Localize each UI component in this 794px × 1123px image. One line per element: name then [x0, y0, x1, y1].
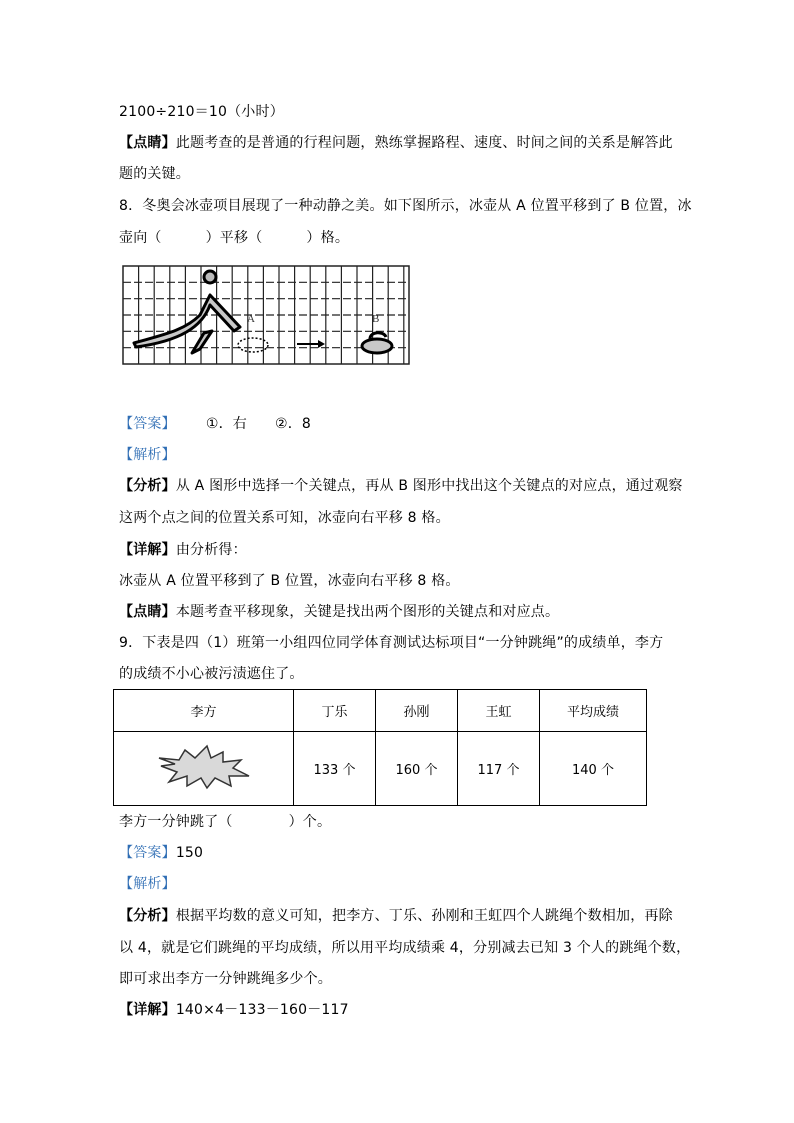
dianjing-paragraph	[119, 133, 673, 153]
q8-stem-part-b: ）平移（	[205, 230, 263, 246]
header-cell: 王虹	[458, 690, 540, 732]
scores-table	[113, 689, 647, 806]
q9-fenxi-cont-1: 以 4，就是它们跳绳的平均成绩，所以用平均成绩乘 4，分别减去已知 3 个人的跳绳个数，	[119, 940, 691, 956]
q8-fenxi-cont: 这两个点之间的位置关系可知，冰壶向右平移 8 格。	[119, 510, 450, 526]
answer-1: ①．右	[205, 416, 247, 432]
value-cell: 133 个	[294, 732, 376, 806]
q9-xiangjie	[119, 1000, 349, 1020]
header-cell: 丁乐	[294, 690, 376, 732]
q9-stem-cont: 的成绩不小心被污渍遮住了。	[119, 666, 304, 682]
q9-question-part-b: ）个。	[288, 814, 332, 830]
fenxi-tag: 【分析】	[119, 478, 176, 494]
table-header-row	[114, 690, 647, 732]
q9-stem: 9．下表是四（1）班第一小组四位同学体育测试达标项目“一分钟跳绳”的成绩单，李方	[119, 635, 664, 651]
dianjing-tag: 【点睛】	[119, 604, 176, 620]
dianjing-text: 本题考查平移现象，关键是找出两个图形的关键点和对应点。	[175, 604, 560, 620]
label-a: A	[247, 313, 255, 325]
fenxi-tag: 【分析】	[119, 908, 176, 924]
q8-jiexi-tag: 【解析】	[119, 447, 176, 463]
table-row	[114, 732, 647, 806]
header-cell: 平均成绩	[540, 690, 647, 732]
q9-question-part-a: 李方一分钟跳了（	[119, 814, 233, 830]
answer-tag: 【答案】	[119, 416, 176, 432]
xiangjie-tag: 【详解】	[119, 1002, 176, 1018]
fenxi-text: 从 A 图形中选择一个关键点，再从 B 图形中找出这个关键点的对应点，通过观察	[175, 478, 683, 494]
xiangjie-tag: 【详解】	[119, 542, 176, 558]
header-cell: 孙刚	[376, 690, 458, 732]
q8-stem-part-a: 壶向（	[119, 230, 162, 246]
curling-grid-figure	[122, 265, 412, 367]
fenxi-text: 根据平均数的意义可知，把李方、丁乐、孙刚和王虹四个人跳绳个数相加，再除	[175, 908, 673, 924]
q8-stem-cont	[119, 228, 349, 248]
q9-question	[119, 812, 331, 832]
q9-fenxi-cont-2: 即可求出李方一分钟跳绳多少个。	[119, 971, 332, 987]
label-b: B	[372, 313, 380, 325]
value-cell: 117 个	[458, 732, 540, 806]
value-cell: 160 个	[376, 732, 458, 806]
stain-cell	[114, 732, 294, 806]
dianjing-tag: 【点睛】	[119, 135, 176, 151]
answer-tag: 【答案】	[119, 845, 176, 861]
answer-value: 150	[175, 845, 204, 861]
arrow-head	[318, 340, 325, 348]
calc-line: 2100÷210＝10（小时）	[119, 104, 284, 120]
header-cell: 李方	[114, 690, 294, 732]
q8-dianjing	[119, 602, 559, 622]
dianjing-text-cont: 题的关键。	[119, 166, 190, 182]
q9-fenxi	[119, 906, 673, 926]
q8-xiangjie	[119, 540, 247, 560]
value-cell: 140 个	[540, 732, 647, 806]
ink-stain-icon	[157, 744, 251, 790]
q8-answer	[119, 414, 311, 434]
q8-xiangjie-cont: 冰壶从 A 位置平移到了 B 位置，冰壶向右平移 8 格。	[119, 573, 460, 589]
dianjing-text: 此题考查的是普通的行程问题，熟练掌握路程、速度、时间之间的关系是解答此	[175, 135, 673, 151]
curler-athlete-icon	[134, 271, 240, 353]
q8-stem-part-c: ）格。	[306, 230, 350, 246]
q9-answer	[119, 843, 203, 863]
xiangjie-text: 由分析得：	[175, 542, 247, 558]
xiangjie-text: 140×4－133－160－117	[175, 1002, 349, 1018]
q9-jiexi-tag: 【解析】	[119, 876, 176, 892]
q8-stem: 8．冬奥会冰壶项目展现了一种动静之美。如下图所示，冰壶从 A 位置平移到了 B 位置，冰	[119, 198, 692, 214]
curling-stone-b-icon	[362, 333, 392, 353]
q8-fenxi	[119, 476, 683, 496]
answer-2: ②．8	[274, 416, 312, 432]
